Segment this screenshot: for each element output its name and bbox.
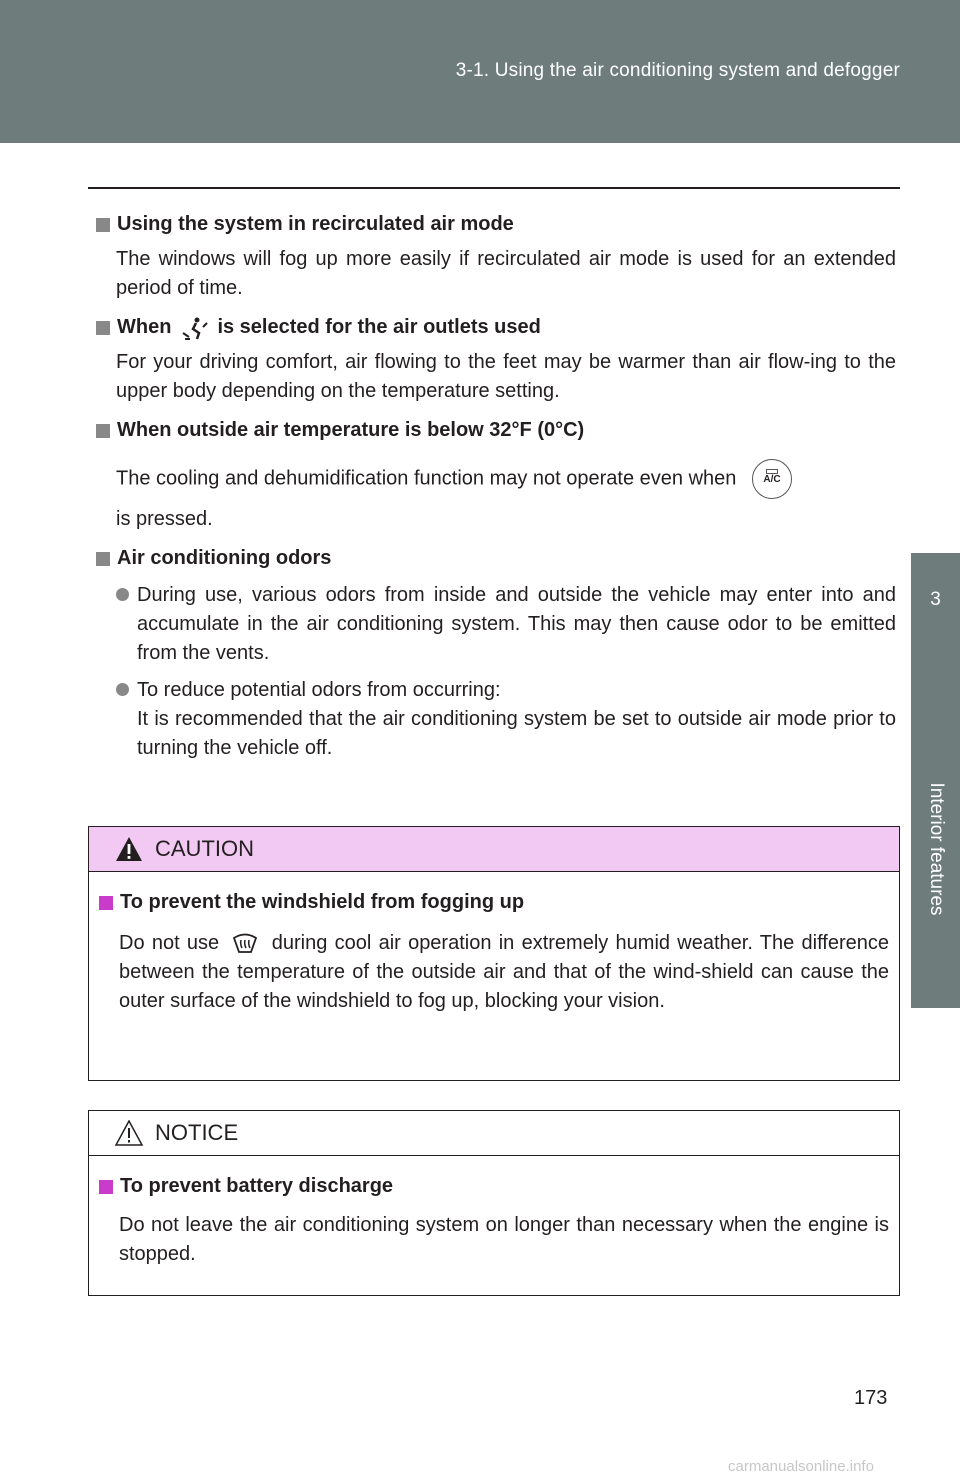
header-title: 3-1. Using the air conditioning system and defogger <box>455 60 900 81</box>
warning-triangle-outline-icon <box>115 1120 143 1146</box>
list-item: To reduce potential odors from occurring: It is recommended that the air conditioning system be set to outside air mode prior to turning the vehicle off. <box>116 676 896 763</box>
square-bullet-icon <box>96 218 110 232</box>
list-item: During use, various odors from inside and outside the vehicle may enter into and accumulate in the air conditioning system. This may then cause odor to be emitted from the vents. <box>116 581 896 668</box>
caution-body <box>89 872 899 1034</box>
bullet-dot-icon <box>116 588 129 601</box>
notice-text: Do not leave the air conditioning system on longer than necessary when the engine is stopped. <box>119 1214 889 1265</box>
page-header <box>0 0 960 143</box>
square-bullet-icon <box>96 552 110 566</box>
chapter-label: Interior features <box>926 782 947 916</box>
square-bullet-icon <box>99 1180 113 1194</box>
square-bullet-icon <box>99 896 113 910</box>
section-feet-mode <box>96 313 896 406</box>
section-body: The windows will fog up more easily if recirculated air mode is used for an extended period of time. <box>116 248 896 299</box>
square-bullet-icon <box>96 321 110 335</box>
ac-button-icon: A/C <box>752 459 792 499</box>
chapter-number: 3 <box>930 589 941 610</box>
notice-body <box>89 1156 899 1287</box>
section-heading: Air conditioning odors <box>96 544 896 573</box>
notice-box <box>88 1110 900 1296</box>
caution-text: Do not use during cool air operation in extremely humid weather. The difference between the temperature of the outside air and that of the wind-shield can cause the outer surface of the windshield to fog up, blocking your vision. <box>119 932 890 1012</box>
section-body-end: is pressed. <box>116 508 213 530</box>
section-heading: When is selected for the air outlets used <box>96 313 896 342</box>
caution-box <box>88 826 900 1081</box>
square-bullet-icon <box>96 424 110 438</box>
section-heading: Using the system in recirculated air mode <box>96 210 896 239</box>
page-number: 173 <box>854 1387 888 1409</box>
chapter-side-tab <box>911 143 960 1484</box>
chapter-tab-band <box>911 553 960 1008</box>
bullet-dot-icon <box>116 683 129 696</box>
warning-triangle-icon <box>115 836 143 862</box>
watermark: carmanualsonline.info <box>728 1458 874 1475</box>
caution-header <box>89 827 899 872</box>
section-body: For your driving comfort, air flowing to the feet may be warmer than air flow-ing to the upper body depending on the temperature setting. <box>116 351 896 402</box>
notice-heading: To prevent battery discharge <box>99 1172 889 1201</box>
notice-title: NOTICE <box>155 1120 239 1145</box>
defroster-icon <box>232 932 258 956</box>
section-recirculated <box>96 210 896 303</box>
caution-title: CAUTION <box>155 836 254 861</box>
section-body: The cooling and dehumidification function may not operate even when A/C <box>116 459 896 499</box>
main-content <box>96 210 896 773</box>
notice-header <box>89 1111 899 1156</box>
feet-airflow-icon <box>177 315 211 341</box>
caution-heading: To prevent the windshield from fogging up <box>99 888 889 917</box>
section-below-freezing <box>96 416 896 534</box>
top-rule <box>88 187 900 189</box>
section-odors <box>96 544 896 763</box>
section-heading: When outside air temperature is below 32°F (0°C) <box>96 416 896 445</box>
